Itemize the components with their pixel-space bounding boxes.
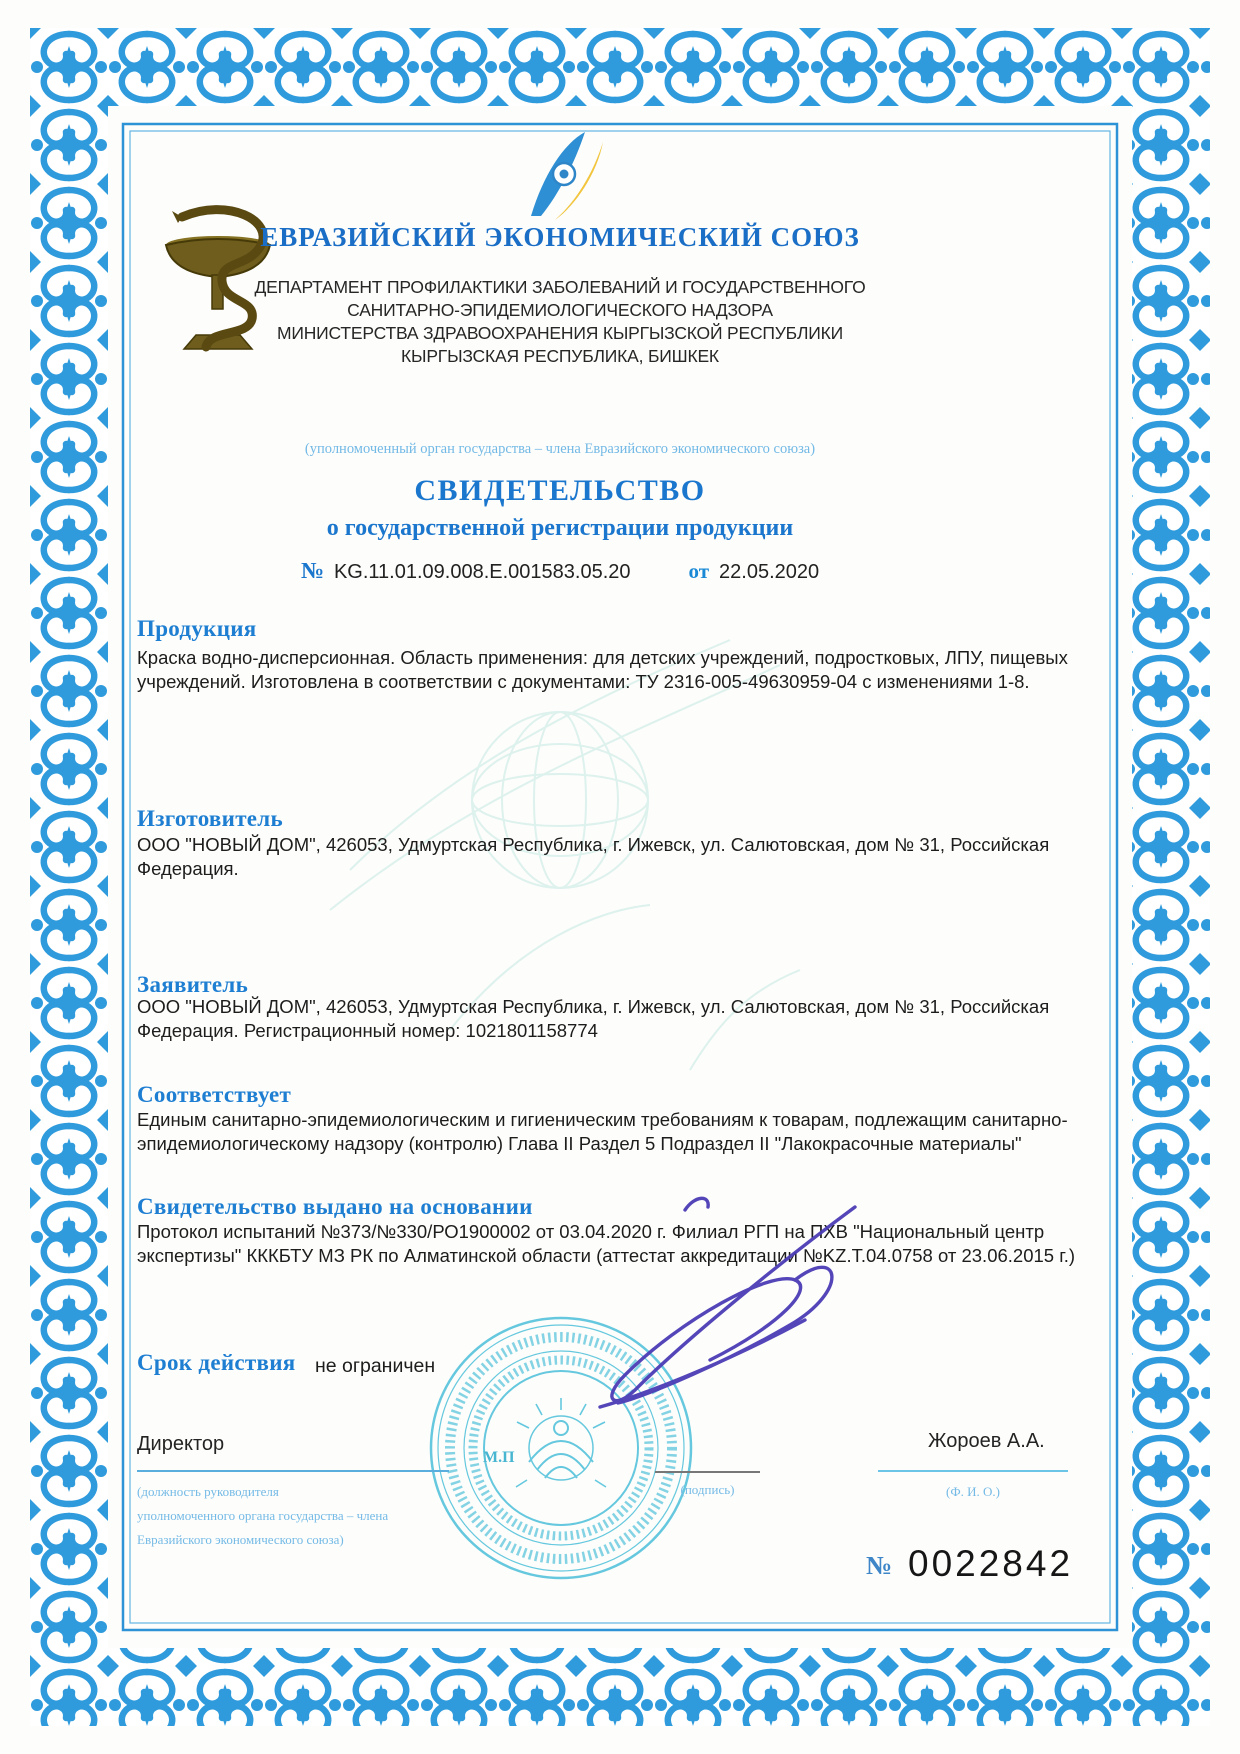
doc-title: СВИДЕТЕЛЬСТВО	[414, 474, 706, 507]
stamp-mp-mark: М.П	[483, 1449, 515, 1466]
department-line: МИНИСТЕРСТВА ЗДРАВООХРАНЕНИЯ КЫРГЫЗСКОЙ РЕСПУБЛИКИ	[276, 323, 844, 343]
position-title: Директор	[137, 1433, 225, 1455]
signatory-name: Жороев А.А.	[928, 1430, 1045, 1452]
name-caption: (Ф. И. О.)	[946, 1484, 1000, 1499]
certificate-number: KG.11.01.09.008.E.001583.05.20	[333, 561, 631, 583]
position-caption-line: Евразийского экономического союза)	[137, 1532, 344, 1547]
name-underline	[878, 1470, 1068, 1472]
section-label-validity: Срок действия	[137, 1350, 296, 1375]
doc-subtitle: о государственной регистрации продукции	[326, 515, 794, 541]
position-caption-line: уполномоченного органа государства – члена	[137, 1508, 389, 1523]
section-label-compliance: Соответствует	[137, 1082, 292, 1107]
department-line: ДЕПАРТАМЕНТ ПРОФИЛАКТИКИ ЗАБОЛЕВАНИЙ И ГОСУДАРСТВЕННОГО	[254, 277, 866, 297]
union-title: ЕВРАЗИЙСКИЙ ЭКОНОМИЧЕСКИЙ СОЮЗ	[260, 222, 860, 252]
validity-value: не ограничен	[315, 1355, 436, 1377]
certificate-date: 22.05.2020	[719, 561, 820, 583]
department-line: САНИТАРНО-ЭПИДЕМИОЛОГИЧЕСКОГО НАДЗОРА	[347, 300, 773, 320]
number-sign: №	[300, 558, 324, 583]
date-preposition: от	[688, 559, 710, 583]
department-line: КЫРГЫЗСКАЯ РЕСПУБЛИКА, БИШКЕК	[401, 346, 719, 366]
section-text-manufacturer: ООО "НОВЫЙ ДОМ", 426053, Удмуртская Республика, г. Ижевск, ул. Салютовская, дом № 31, Российская Федерация.	[137, 834, 1050, 879]
section-text-compliance: Единым санитарно-эпидемиологическим и гигиеническим требованиям к товарам, подлежащим санитарно-эпидемиологическому надзору (контролю) Глава II Раздел 5 Подраздел II "Лакокрасочные материалы"	[137, 1109, 1068, 1154]
section-label-manufacturer: Изготовитель	[137, 806, 283, 831]
signature-underline	[655, 1471, 760, 1473]
section-text-product: Краска водно-дисперсионная. Область применения: для детских учреждений, подростковых, ЛПУ, пищевых учреждений. Изготовлена в соответствии с документами: ТУ 2316-005-49630959-04 с изменениями 1-8.	[137, 647, 1068, 692]
section-label-product: Продукция	[137, 616, 257, 641]
position-underline	[137, 1470, 449, 1472]
blank-number-sign: №	[866, 1551, 893, 1580]
certificate-number-line	[130, 558, 990, 584]
section-label-basis: Свидетельство выдано на основании	[137, 1194, 533, 1219]
section-label-applicant: Заявитель	[137, 972, 249, 997]
handwritten-signature	[540, 1185, 870, 1435]
eaeu-logo-icon	[503, 128, 618, 220]
authority-note: (уполномоченный орган государства – члена Евразийского экономического союза)	[304, 441, 816, 457]
blank-number: 0022842	[908, 1543, 1074, 1584]
section-text-basis: Протокол испытаний №373/№330/РО1900002 от 03.04.2020 г. Филиал РГП на ПХВ "Национальный центр экспертизы" КККБТУ МЗ РК по Алматинской области (аттестат аккредитации №KZ.T.04.0758 от 23.06.2015 г.)	[137, 1221, 1075, 1266]
signature-caption: (подпись)	[680, 1482, 735, 1497]
section-text-applicant: ООО "НОВЫЙ ДОМ", 426053, Удмуртская Республика, г. Ижевск, ул. Салютовская, дом № 31, Российская Федерация. Регистрационный номер: 1021801158774	[137, 996, 1050, 1041]
position-caption-line: (должность руководителя	[137, 1484, 279, 1499]
